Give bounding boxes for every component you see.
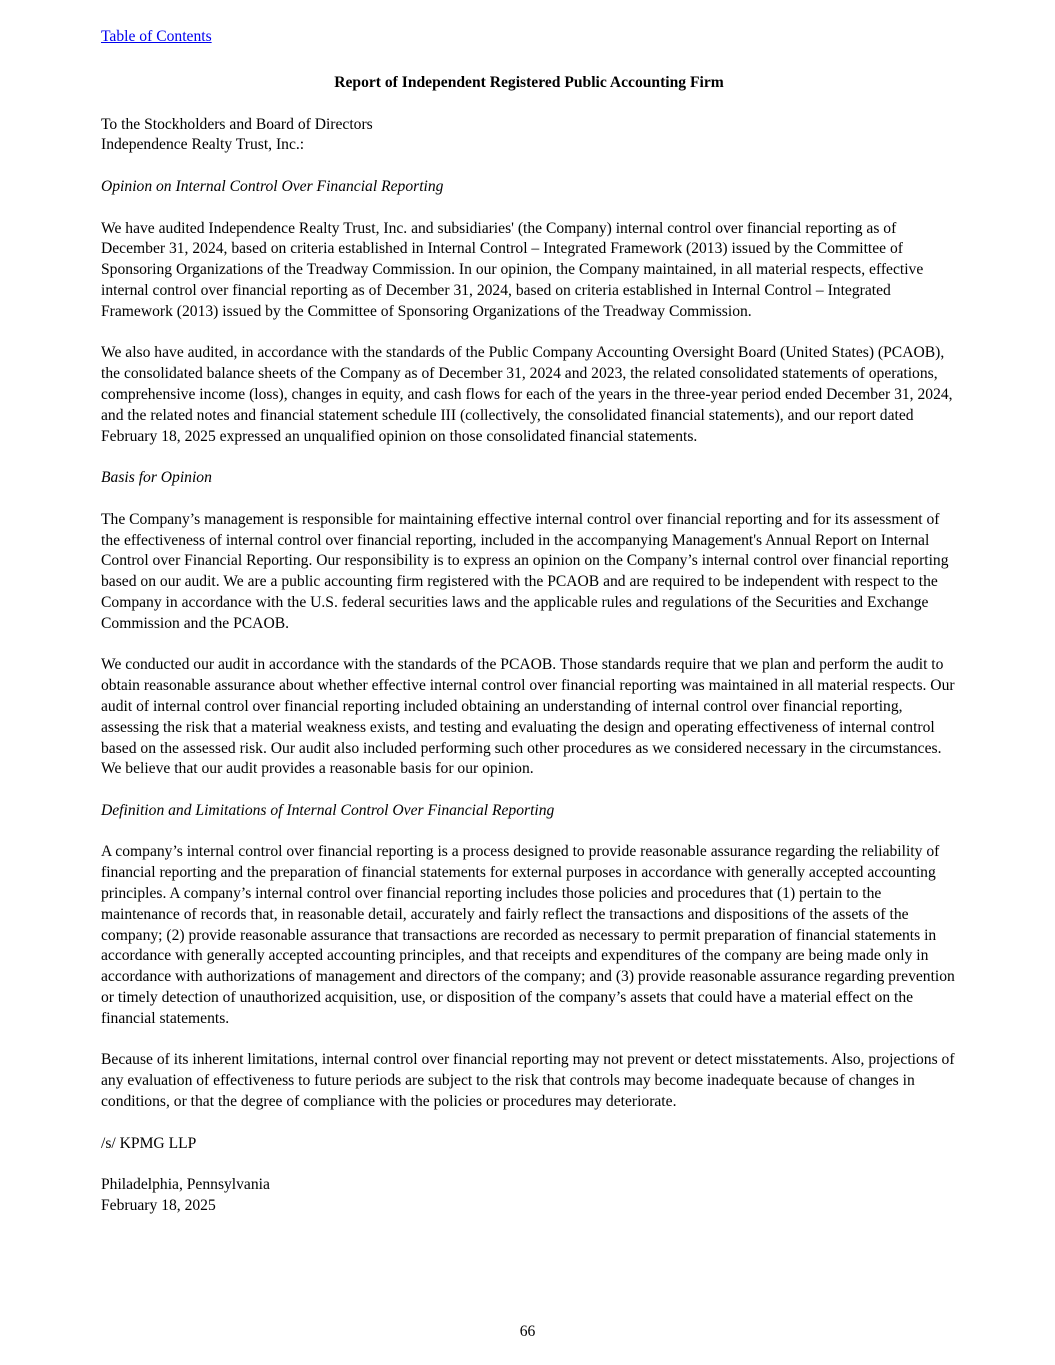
basis-paragraph-1: The Company’s management is responsible for maintaining effective internal control over financial reporting and for its assessment of the effectiveness of internal control over financial reporting, included in the accompanying Management's Annual Report on Internal Control over Financial Reporting. Our responsibility is to express an opinion on the Company’s internal control over financial reporting based on our audit. We are a public accounting firm registered with the PCAOB and are required to be independent with respect to the Company in accordance with the U.S. federal securities laws and the applicable rules and regulations of the Securities and Exchange Commission and the PCAOB.	[101, 510, 949, 632]
table-of-contents-link[interactable]: Table of Contents	[101, 28, 212, 45]
signing-location: Philadelphia, Pennsylvania	[101, 1176, 270, 1194]
report-date: February 18, 2025	[101, 1197, 216, 1215]
opinion-paragraph-1: We have audited Independence Realty Trust, Inc. and subsidiaries' (the Company) internal control over financial reporting as of December 31, 2024, based on criteria established in Internal Control – Integrated Framework (2013) issued by the Committee of Sponsoring Organizations of the Treadway Commission. In our opinion, the Company maintained, in all material respects, effective internal control over financial reporting as of December 31, 2024, based on criteria established in Internal Control – Integrated Framework (2013) issued by the Committee of Sponsoring Organizations of the Treadway Commission.	[101, 219, 924, 320]
basis-paragraph-2: We conducted our audit in accordance with the standards of the PCAOB. Those standards require that we plan and perform the audit to obtain reasonable assurance about whether effective internal control over financial reporting was maintained in all material respects. Our audit of internal control over financial reporting included obtaining an understanding of internal control over financial reporting, assessing the risk that a material weakness exists, and testing and evaluating the design and operating effectiveness of internal control based on the assessed risk. Our audit also included performing such other procedures as we considered necessary in the circumstances. We believe that our audit provides a reasonable basis for our opinion.	[101, 656, 955, 778]
opinion-heading: Opinion on Internal Control Over Financial Reporting	[101, 177, 444, 195]
basis-heading: Basis for Opinion	[101, 469, 212, 487]
auditor-signature: /s/ KPMG LLP	[101, 1134, 197, 1152]
report-title: Report of Independent Registered Public Accounting Firm	[334, 73, 724, 91]
report-page	[101, 27, 957, 1217]
addressee-line-1: To the Stockholders and Board of Directors	[101, 115, 373, 133]
addressee-line-2: Independence Realty Trust, Inc.:	[101, 136, 305, 154]
page-number: 66	[519, 1323, 536, 1340]
opinion-paragraph-2: We also have audited, in accordance with the standards of the Public Company Accounting Oversight Board (United States) (PCAOB), the consolidated balance sheets of the Company as of December 31, 2024 and 2023, the related consolidated statements of operations, comprehensive income (loss), changes in equity, and cash flows for each of the years in the three-year period ended December 31, 2024, and the related notes and financial statement schedule III (collectively, the consolidated financial statements), and our report dated February 18, 2025 expressed an unqualified opinion on those consolidated financial statements.	[101, 344, 953, 445]
definition-paragraph-1: A company’s internal control over financial reporting is a process designed to provide reasonable assurance regarding the reliability of financial reporting and the preparation of financial statements for external purposes in accordance with generally accepted accounting principles. A company’s internal control over financial reporting includes those policies and procedures that (1) pertain to the maintenance of records that, in reasonable detail, accurately and fairly reflect the transactions and dispositions of the assets of the company; (2) provide reasonable assurance that transactions are recorded as necessary to permit preparation of financial statements in accordance with generally accepted accounting principles, and that receipts and expenditures of the company are being made only in accordance with authorizations of management and directors of the company; and (3) provide reasonable assurance regarding prevention or timely detection of unauthorized acquisition, use, or disposition of the company’s assets that could have a material effect on the financial statements.	[101, 843, 955, 1027]
addressee-block	[101, 115, 957, 157]
definition-heading: Definition and Limitations of Internal Control Over Financial Reporting	[101, 801, 555, 819]
definition-paragraph-2: Because of its inherent limitations, internal control over financial reporting may not prevent or detect misstatements. Also, projections of any evaluation of effectiveness to future periods are subject to the risk that controls may become inadequate because of changes in conditions, or that the degree of compliance with the policies or procedures may deteriorate.	[101, 1051, 955, 1111]
